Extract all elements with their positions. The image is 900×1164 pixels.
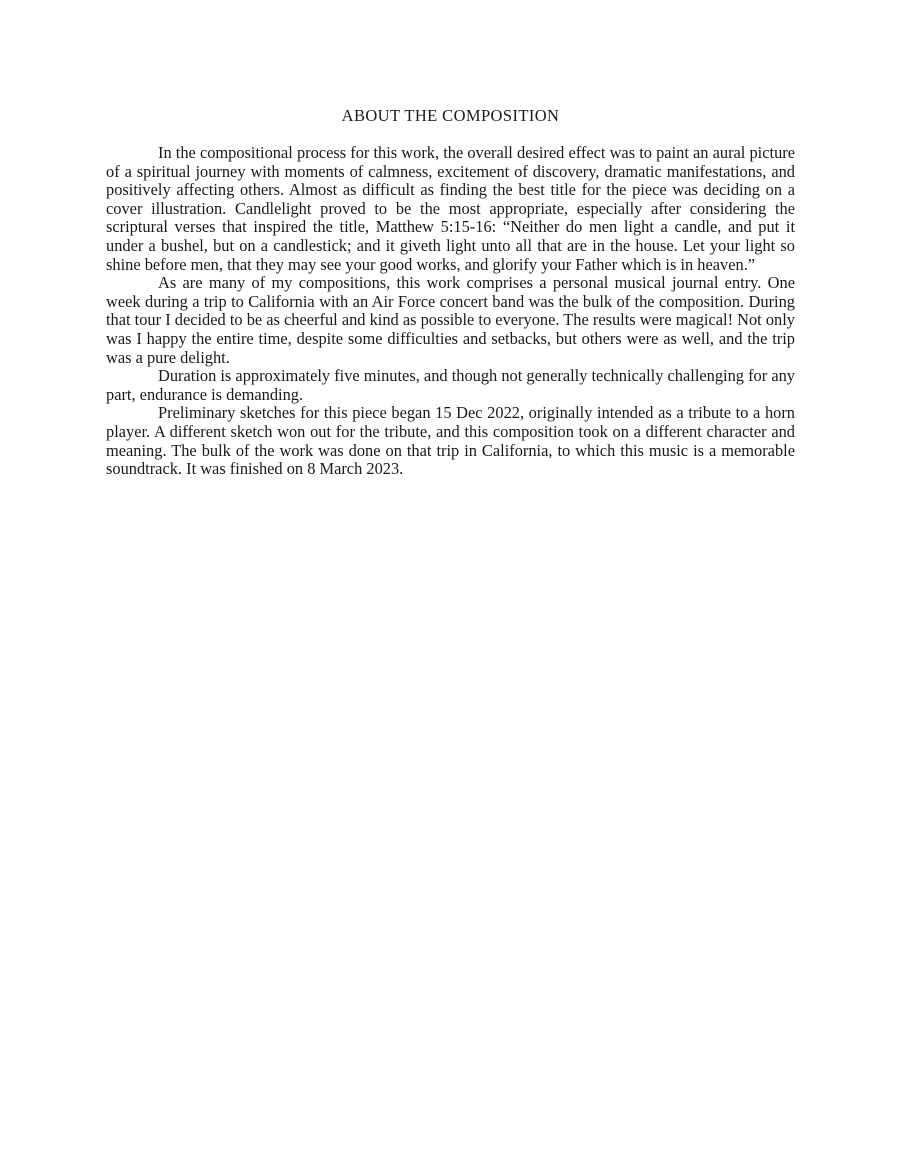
- document-body: [106, 104, 795, 479]
- paragraph-4: Preliminary sketches for this piece began 15 Dec 2022, originally intended as a tribute to a horn player. A different sketch won out for the tribute, and this composition took on a different character and meaning. The bulk of the work was done on that trip in California, to which this music is a memorable soundtrack. It was finished on 8 March 2023.: [106, 403, 795, 479]
- document-title: ABOUT THE COMPOSITION: [341, 106, 560, 125]
- paragraph-1: In the compositional process for this work, the overall desired effect was to paint an aural picture of a spiritual journey with moments of calmness, excitement of discovery, dramatic manifestations, and positively affecting others. Almost as difficult as finding the best title for the piece was deciding on a cover illustration. Candlelight proved to be the most appropriate, especially after considering the scriptural verses that inspired the title, Matthew 5:15-16: “Neither do men light a candle, and put it under a bushel, but on a candlestick; and it giveth light unto all that are in the house. Let your light so shine before men, that they may see your good works, and glorify your Father which is in heaven.”: [106, 143, 795, 274]
- paragraph-2: As are many of my compositions, this work comprises a personal musical journal entry. One week during a trip to California with an Air Force concert band was the bulk of the composition. During that tour I decided to be as cheerful and kind as possible to everyone. The results were magical! Not only was I happy the entire time, despite some difficulties and setbacks, but others were as well, and the trip was a pure delight.: [106, 273, 795, 367]
- paragraph-3: Duration is approximately five minutes, and though not generally technically challenging for any part, endurance is demanding.: [106, 366, 795, 404]
